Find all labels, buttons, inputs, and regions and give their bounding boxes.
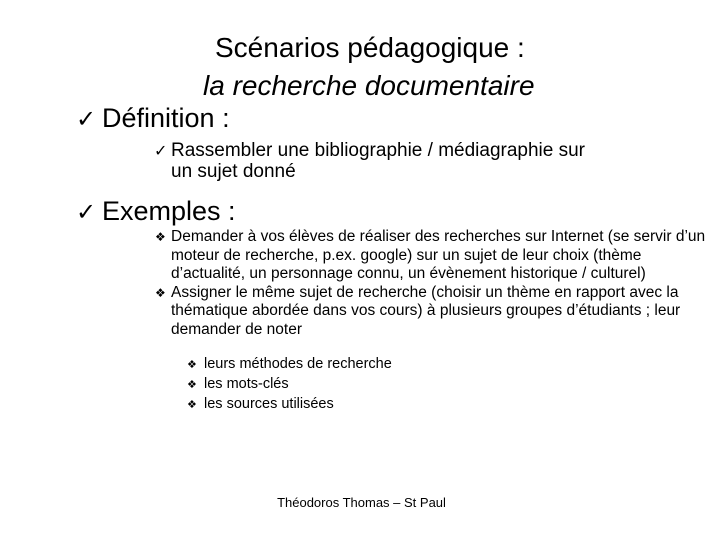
footer-text: Théodoros Thomas – St Paul: [277, 495, 446, 510]
examples-heading: Exemples :: [102, 196, 236, 226]
slide-title-line1: Scénarios pédagogique :: [215, 32, 525, 63]
diamond-bullet-icon: ❖: [187, 358, 197, 371]
definition-text-continued: un sujet donné: [171, 161, 296, 182]
example-item-text: Demander à vos élèves de réaliser des recherches sur Internet (se servir d’un moteur de recherche, p.ex. google) sur un sujet de leur choix (thème d’actualité, un personnage connu, un évènement historique / culturel): [171, 228, 706, 282]
list-item: [155, 228, 713, 284]
sub-list-item: [187, 354, 392, 375]
diamond-bullet-icon: ❖: [155, 230, 166, 244]
example-item-text: Assigner le même sujet de recherche (choisir un thème en rapport avec la thématique abordée dans vos cours) à plusieurs groupes d’étudiants ; leur demander de noter: [171, 283, 681, 338]
checkmark-icon: ✓: [154, 141, 168, 160]
list-item: [155, 284, 713, 340]
example-list: [155, 228, 713, 339]
slide-footer: [0, 494, 720, 512]
diamond-bullet-icon: ❖: [155, 285, 166, 300]
checkmark-icon: ✓: [76, 105, 97, 133]
diamond-bullet-icon: ❖: [187, 398, 197, 411]
slide-title-line2: la recherche documentaire: [203, 70, 535, 101]
definition-item: [154, 140, 714, 182]
definition-text: Rassembler une bibliographie / médiagraphie sur: [171, 140, 586, 161]
sub-item-text: les sources utilisées: [204, 396, 334, 412]
sub-list-item: [187, 394, 334, 415]
sub-list-item: [187, 374, 289, 395]
sub-item-text: les mots-clés: [204, 376, 289, 392]
diamond-bullet-icon: ❖: [187, 378, 197, 391]
checkmark-icon: ✓: [76, 198, 97, 226]
sub-item-text: leurs méthodes de recherche: [204, 356, 392, 372]
definition-heading: Définition :: [102, 103, 230, 133]
definition-heading-row: [76, 101, 230, 136]
examples-heading-row: [76, 194, 236, 229]
